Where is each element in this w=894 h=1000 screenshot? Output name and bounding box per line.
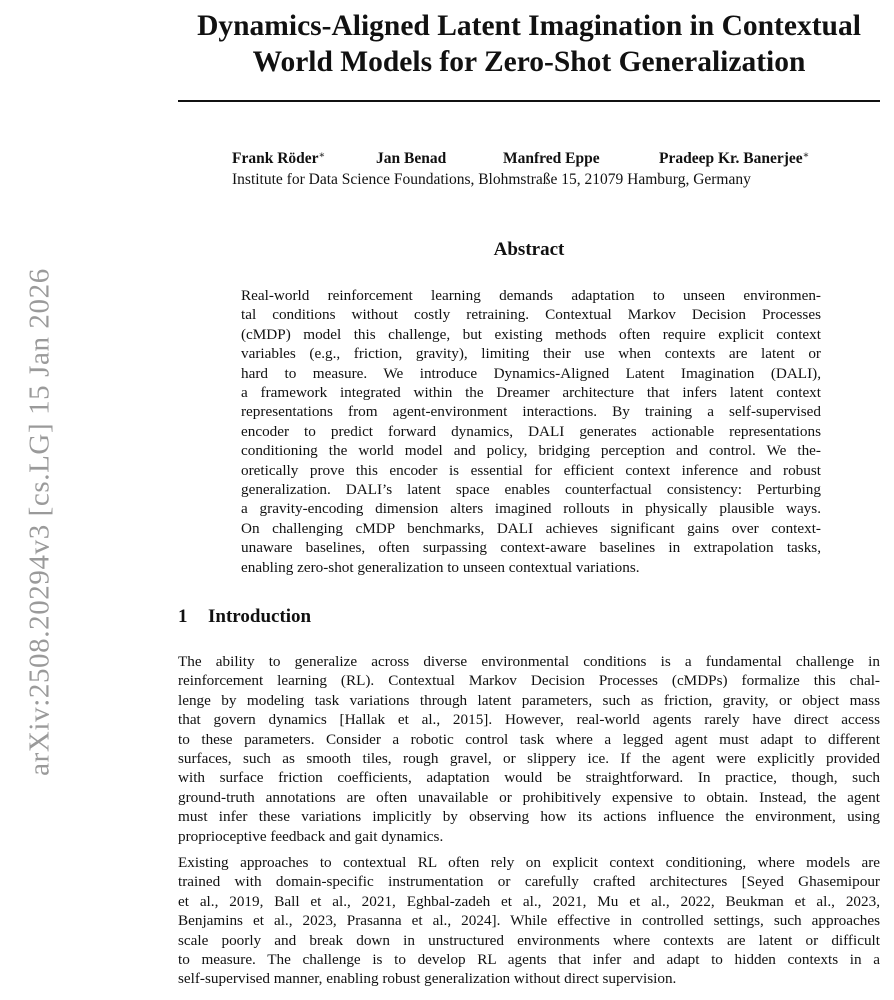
author-name: Frank Röder: [232, 150, 319, 167]
paragraph-line: Existing approaches to contextual RL often rely on explicit context conditioning, where models are: [178, 854, 880, 871]
abstract-line: hard to measure. We introduce Dynamics-Aligned Latent Imagination (DALI),: [241, 364, 821, 382]
author: [232, 150, 325, 168]
title-line: Dynamics-Aligned Latent Imagination in Contextual: [197, 10, 861, 42]
abstract-line: unaware baselines, often surpassing context-aware baselines in extrapolation tasks,: [241, 539, 821, 557]
abstract-line: Real-world reinforcement learning demands adaptation to unseen environmen-: [241, 287, 821, 304]
abstract-line: tal conditions without costly retraining. Contextual Markov Decision Processes: [241, 306, 821, 324]
abstract-line: On challenging cMDP benchmarks, DALI achieves significant gains over context-: [241, 519, 821, 537]
abstract-line: conditioning the world model and policy, bridging perception and control. We the-: [241, 442, 821, 460]
paragraph-line: to measure. The challenge is to develop RL agents that infer and adapt to hidden contexts in a: [178, 951, 880, 969]
author-mark: ∗: [802, 150, 810, 161]
intro-paragraph-1: [178, 652, 880, 846]
abstract-line: encoder to predict forward dynamics, DALI generates actionable representations: [241, 422, 821, 440]
section-number: 1: [178, 606, 188, 627]
section-heading-introduction: [178, 606, 311, 628]
paragraph-line: to these parameters. Consider a robotic control task where a legged agent must adapt to different: [178, 730, 880, 748]
paragraph-line: self-supervised manner, enabling robust generalization without direct supervision.: [178, 970, 677, 988]
intro-paragraph-2: [178, 853, 880, 989]
abstract-line: a gravity-encoding dimension alters imagined rollouts in physically plausible ways.: [241, 500, 821, 518]
section-title: Introduction: [208, 606, 312, 627]
paragraph-line: must infer these variations implicitly by observing how its actions influence the environment, using: [178, 808, 880, 826]
paragraph-line: that govern dynamics [Hallak et al., 2015]. However, real-world agents rarely have direct access: [178, 711, 880, 729]
paragraph-line: ground-truth annotations are often unavailable or prohibitively expensive to obtain. Instead, the agent: [178, 788, 880, 806]
paragraph-line: trained with domain-specific instrumentation or carefully crafted architectures [Seyed Ghasemipour: [178, 873, 880, 891]
abstract-line: (cMDP) model this challenge, but existing methods often require explicit context: [241, 325, 821, 343]
title-rule: [178, 100, 880, 102]
abstract-body: [241, 286, 821, 577]
abstract-line: representations from agent-environment interactions. By training a self-supervised: [241, 403, 821, 421]
paragraph-line: Benjamins et al., 2023, Prasanna et al., 2024]. While effective in controlled settings, such approaches: [178, 912, 880, 930]
paragraph-line: surfaces, such as smooth tiles, rough gravel, or slippery ice. If the agent were explicitly provided: [178, 750, 880, 768]
paragraph-line: reinforcement learning (RL). Contextual Markov Decision Processes (cMDPs) formalize this chal-: [178, 672, 880, 690]
abstract-line: variables (e.g., friction, gravity), limiting their use when contexts are latent or: [241, 345, 821, 363]
arxiv-sidebar-stamp: arXiv:2508.20294v3 [cs.LG] 15 Jan 2026: [23, 268, 56, 776]
author: [503, 150, 600, 168]
paragraph-line: et al., 2019, Ball et al., 2021, Eghbal-zadeh et al., 2021, Mu et al., 2022, Beukman et al., 2023,: [178, 892, 880, 910]
paragraph-line: with surface friction coefficients, adaptation would be straightforward. In practice, though, such: [178, 769, 880, 787]
title-line: World Models for Zero-Shot Generalization: [252, 46, 806, 78]
author-name: Pradeep Kr. Banerjee: [659, 150, 803, 167]
abstract-heading: Abstract: [493, 239, 565, 260]
abstract-line: oretically prove this encoder is essential for efficient context inference and robust: [241, 461, 821, 479]
author-mark: ∗: [318, 150, 326, 161]
author: [659, 150, 809, 168]
abstract-line: generalization. DALI’s latent space enables counterfactual consistency: Perturbing: [241, 481, 821, 499]
abstract-line: a framework integrated within the Dreamer architecture that infers latent context: [241, 384, 821, 402]
abstract-line: enabling zero-shot generalization to unseen contextual variations.: [241, 558, 640, 576]
author: [376, 150, 446, 168]
paragraph-line: lenge by modeling task variations through latent parameters, such as friction, gravity, or object mass: [178, 691, 880, 709]
author-name: Jan Benad: [376, 150, 447, 167]
author-name: Manfred Eppe: [503, 150, 600, 167]
paragraph-line: scale poorly and break down in unstructured environments where contexts are latent or difficult: [178, 931, 880, 949]
paragraph-line: proprioceptive feedback and gait dynamics.: [178, 827, 444, 845]
paragraph-line: The ability to generalize across diverse environmental conditions is a fundamental challenge in: [178, 653, 880, 670]
paper-title: [178, 8, 880, 80]
affiliation: Institute for Data Science Foundations, Blohmstraße 15, 21079 Hamburg, Germany: [232, 171, 751, 188]
